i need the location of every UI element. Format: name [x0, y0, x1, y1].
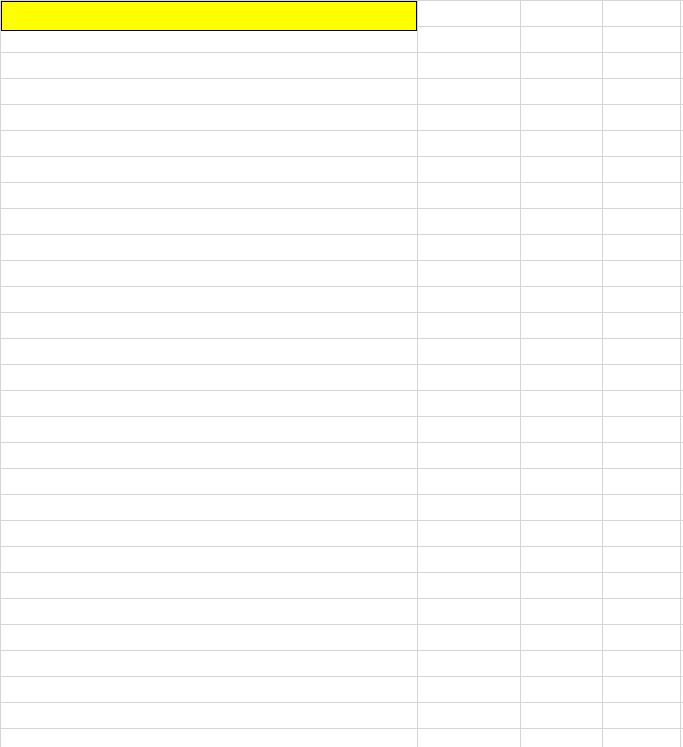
sheet-title[interactable]	[1, 1, 417, 31]
grid-column-line	[680, 0, 681, 747]
grid-column-line	[602, 0, 603, 747]
grid-column-line	[417, 0, 418, 747]
grid-column-line	[520, 0, 521, 747]
